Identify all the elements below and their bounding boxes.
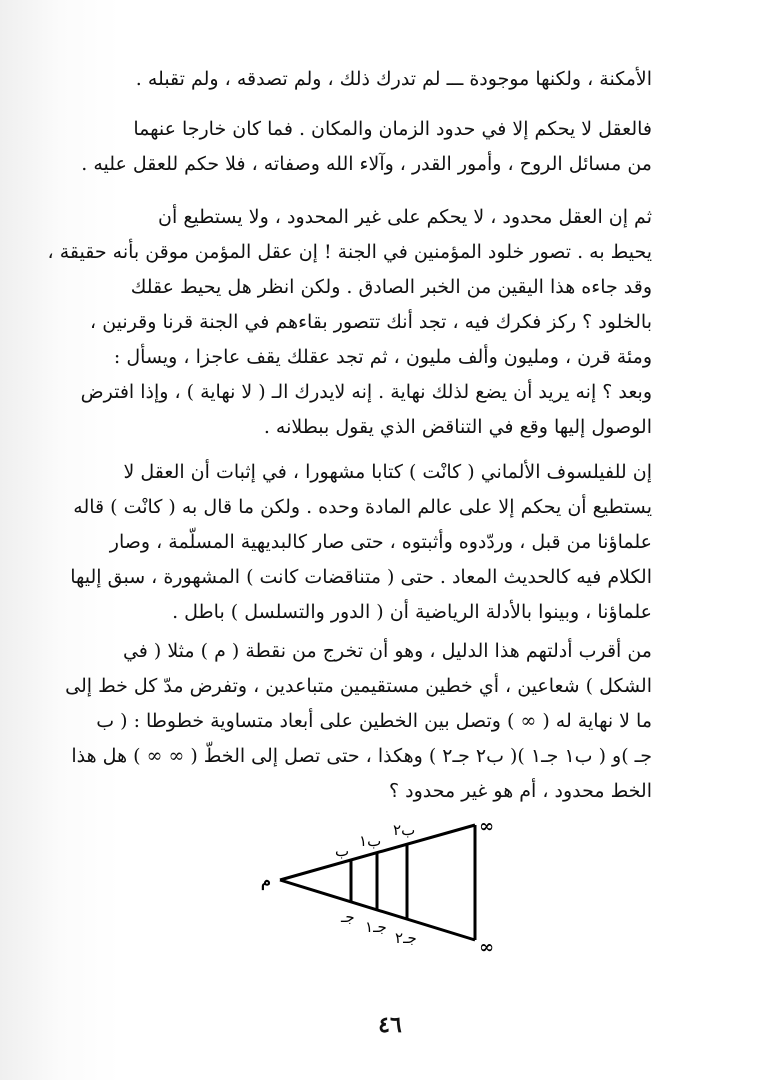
text-line: الشكل ) شعاعين ، أي خطين مستقيمين متباعدين ، وتفرض مدّ كل خط إلى [65, 675, 652, 697]
text-line: وبعد ؟ إنه يريد أن يضع لذلك نهاية . إنه لايدرك الـ ( لا نهاية ) ، وإذا افترض [80, 381, 652, 403]
text-line: ما لا نهاية له ( ∞ ) وتصل بين الخطين على أبعاد متساوية خطوطا : ( ب [96, 710, 652, 732]
text-line: ومئة قرن ، ومليون وألف مليون ، ثم تجد عقلك يقف عاجزا ، ويسأل : [113, 346, 652, 368]
text-line: يحيط به . تصور خلود المؤمنين في الجنة ! إن عقل المؤمن موقن بأنه حقيقة ، [47, 241, 652, 263]
text-line: الوصول إليها وقع في التناقض الذي يقول ببطلانه . [263, 416, 652, 438]
text-line: وقد جاءه هذا اليقين من الخبر الصادق . ولكن انظر هل يحيط عقلك [130, 276, 652, 298]
text-line: الخط محدود ، أم هو غير محدود ؟ [389, 780, 652, 802]
text-line: الكلام فيه كالحديث المعاد . حتى ( متناقضات كانت ) المشهورة ، سبق إليها [70, 566, 652, 588]
page-number: ٤٦ [378, 1012, 402, 1038]
paragraph [64, 455, 652, 630]
text-paragraph-4 [64, 634, 652, 809]
label-j: جـ [341, 908, 355, 926]
label-apex: م [261, 871, 271, 890]
text-top-fragment [64, 62, 652, 97]
text-line: علماؤنا ، وبينوا بالأدلة الرياضية أن ( الدور والتسلسل ) باطل . [172, 601, 652, 623]
paragraph [64, 112, 652, 182]
label-infinity-bottom: ∞ [479, 937, 494, 958]
text-line: إن للفيلسوف الألماني ( كانْت ) كتابا مشهورا ، في إثبات أن العقل لا [123, 461, 652, 483]
label-b: ب [335, 842, 350, 860]
geometry-figure [255, 810, 515, 960]
label-j1: جـ١ [365, 918, 387, 936]
text-line: يستطيع أن يحكم إلا على عالم المادة وحده . ولكن ما قال به ( كانْت ) قاله [73, 496, 652, 518]
text-line: جـ )و ( ب١ جـ١ )( ب٢ جـ٢ ) وهكذا ، حتى تصل إلى الخطّ ( ∞ ∞ ) هل هذا [71, 745, 652, 767]
text-line: بالخلود ؟ ركز فكرك فيه ، تجد أنك تتصور بقاءهم في الجنة قرنا وقرنين ، [90, 311, 652, 333]
text-line: ثم إن العقل محدود ، لا يحكم على غير المحدود ، ولا يستطيع أن [158, 206, 652, 228]
text-line: فالعقل لا يحكم إلا في حدود الزمان والمكان . فما كان خارجا عنهما [133, 118, 652, 140]
paragraph-top [64, 62, 652, 97]
text-line: من أقرب أدلتهم هذا الدليل ، وهو أن تخرج من نقطة ( م ) مثلا ( في [122, 640, 652, 662]
text-paragraph-1 [64, 112, 652, 182]
text-paragraph-2 [47, 200, 652, 445]
label-j2: جـ٢ [395, 929, 417, 947]
label-b2: ب٢ [393, 821, 416, 839]
paragraph [47, 200, 652, 445]
text-paragraph-3 [64, 455, 652, 630]
label-infinity-top: ∞ [479, 816, 494, 837]
text-line: الأمكنة ، ولكنها موجودة ـــ لم تدرك ذلك ، ولم تصدقه ، ولم تقبله . [135, 68, 652, 90]
text-line: علماؤنا من قبل ، وردّدوه وأثبتوه ، حتى صار كالبديهية المسلّمة ، وصار [109, 531, 652, 553]
text-line: من مسائل الروح ، وأمور القدر ، وآلاء الله وصفاته ، فلا حكم للعقل عليه . [81, 153, 652, 175]
label-b1: ب١ [359, 832, 382, 850]
paragraph [64, 634, 652, 809]
